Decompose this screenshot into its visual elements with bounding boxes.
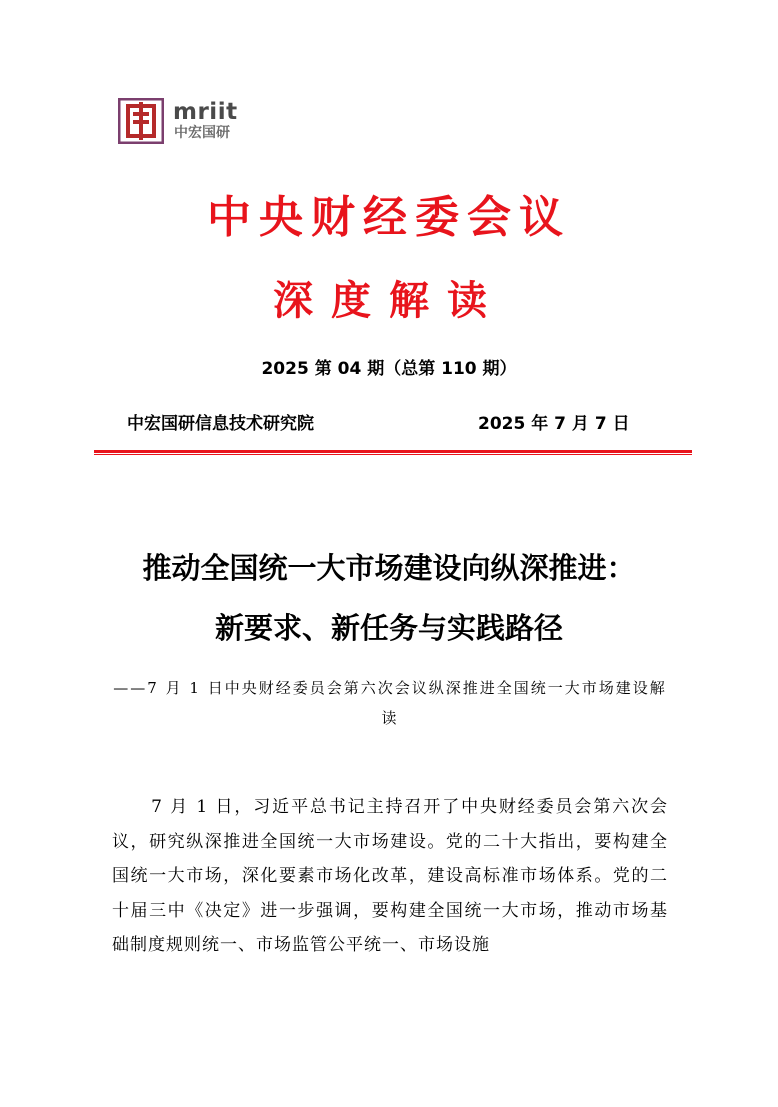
header-divider bbox=[94, 450, 692, 455]
mriit-logo-mark-icon bbox=[118, 98, 164, 144]
article-subtitle: ——7 月 1 日中央财经委员会第六次会议纵深推进全国统一大市场建设解读 bbox=[113, 679, 667, 727]
organization-name: 中宏国研信息技术研究院 bbox=[127, 414, 314, 434]
report-subtitle: 深度解读 bbox=[273, 278, 505, 324]
article-paragraph: 7 月 1 日，习近平总书记主持召开了中央财经委员会第六次会议，研究纵深推进全国统一大市场建设。党的二十大指出，要构建全国统一大市场，深化要素市场化改革，建设高标准市场体系。党的二十届三中《决定》进一步强调，要构建全国统一大市场，推动市场基础制度规则统一、市场监管公平统一、市场设施 bbox=[112, 797, 668, 956]
article-title-line1: 推动全国统一大市场建设向纵深推进： bbox=[142, 551, 636, 585]
publish-date: 2025 年 7 月 7 日 bbox=[478, 414, 630, 434]
logo-text-cn: 中宏国研 bbox=[174, 125, 230, 141]
issue-number: 2025 第 04 期（总第 110 期） bbox=[261, 359, 517, 379]
report-title: 中央财经委会议 bbox=[207, 192, 571, 243]
logo bbox=[118, 98, 258, 146]
article-title-line2: 新要求、新任务与实践路径 bbox=[214, 611, 563, 645]
logo-text-en: mriit bbox=[173, 99, 238, 125]
